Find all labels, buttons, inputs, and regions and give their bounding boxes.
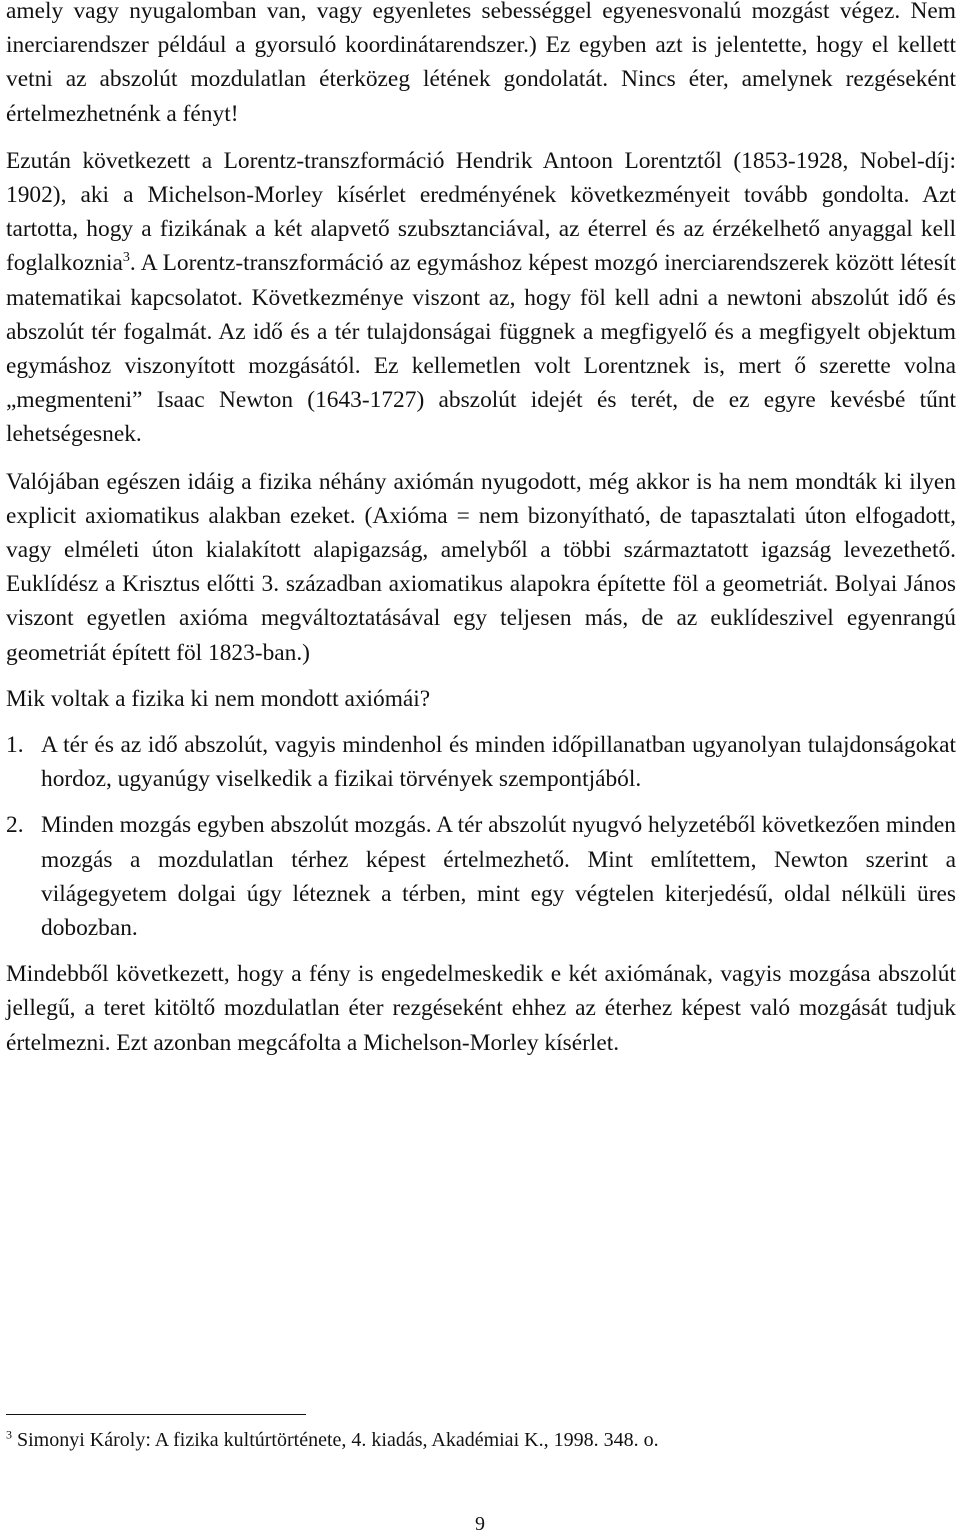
page-body <box>6 0 956 1060</box>
lorentz-text-part-1: Ezután következett a Lorentz-transzformáció Hendrik Antoon Lorentztől (1853-1928, Nobel-díj: 1902), aki a Michelson-Morley kísérlet eredményének következményeit tovább gondolta. Azt tartotta, hogy a fizikának a két alapvető szubsztanciával, az éterrel és az érzékelhető anyaggal kell foglalkoznia <box>6 147 956 277</box>
footnote-marker: 3 <box>6 1427 12 1442</box>
list-item-axiom-1 <box>6 728 956 796</box>
paragraph-conclusion: Mindebből következett, hogy a fény is engedelmeskedik e két axiómának, vagyis mozgása abszolút jellegű, a teret kitöltő mozdulatlan éter rezgéseként ehhez az éterhez képest való mozgását tudjuk értelmezni. Ezt azonban megcáfolta a Michelson-Morley kísérlet. <box>6 961 956 1056</box>
footnote-separator <box>6 1414 306 1415</box>
footnote-reference[interactable]: 3 <box>122 250 130 266</box>
paragraph-inertial-systems: amely vagy nyugalomban van, vagy egyenletes sebességgel egyenesvonalú mozgást végez. Nem inerciarendszer például a gyorsuló koordinátarendszer.) Ez egyben azt is jelentette, hogy el kellett vetni az abszolút mozdulatlan éterközeg létének gondolatát. Nincs éter, amelynek rezgéseként értelmezhetnénk a fényt! <box>6 0 956 127</box>
axiom-number: 2. <box>6 812 24 839</box>
axiom-number: 1. <box>6 732 24 759</box>
footnote <box>6 1426 956 1454</box>
footnote-text: Simonyi Károly: A fizika kultúrtörténete, 4. kiadás, Akadémiai K., 1998. 348. o. <box>12 1429 659 1451</box>
axiom-text: A tér és az idő abszolút, vagyis mindenhol és minden időpillanatban ugyanolyan tulajdonságokat hordoz, ugyanúgy viselkedik a fizikai törvények szempontjából. <box>41 732 956 793</box>
axiom-text: Minden mozgás egyben abszolút mozgás. A tér abszolút nyugvó helyzetéből következően minden mozgás a mozdulatlan térhez képest értelmezhető. Mint említettem, Newton szerint a világegyetem dolgai úgy léteznek a térben, mint egy végtelen kiterjedésű, oldal nélküli üres dobozban. <box>41 812 956 942</box>
lorentz-text-part-2: . A Lorentz-transzformáció az egymáshoz képest mozgó inerciarendszerek között létesít matematikai kapcsolatot. Következménye viszont az, hogy föl kell adni a newtoni abszolút idő és abszolút tér fogalmát. Az idő és a tér tulajdonságai függnek a megfigyelő és a megfigyelt objektum egymáshoz viszonyított mozgásától. Ez kellemetlen volt Lorentznek is, mert ő szerette volna „megmenteni” Isaac Newton (1643-1727) abszolút idejét és terét, de ez egyre kevésbé tűnt lehetségesnek. <box>6 250 956 448</box>
paragraph-lorentz-transformation <box>6 144 956 452</box>
axiom-list <box>6 728 956 945</box>
paragraph-axioms-intro: Valójában egészen idáig a fizika néhány axiómán nyugodott, még akkor is ha nem mondták ki ilyen explicit axiomatikus alakban ezeket. (Axióma = nem bizonyítható, de tapasztalati úton elfogadott, vagy elméleti úton kialakított alapigazság, amelyből a többi származtatott igazság levezethető. Euklídész a Krisztus előtti 3. században axiomatikus alapokra építette föl a geometriát. Bolyai János viszont egyetlen axióma megváltoztatásával egy teljesen más, de az euklídeszivel egyenrangú geometriát épített föl 1823-ban.) <box>6 468 956 666</box>
page-number: 9 <box>475 1513 485 1535</box>
question-heading: Mik voltak a fizika ki nem mondott axiómái? <box>6 685 431 712</box>
list-item-axiom-2 <box>6 808 956 945</box>
